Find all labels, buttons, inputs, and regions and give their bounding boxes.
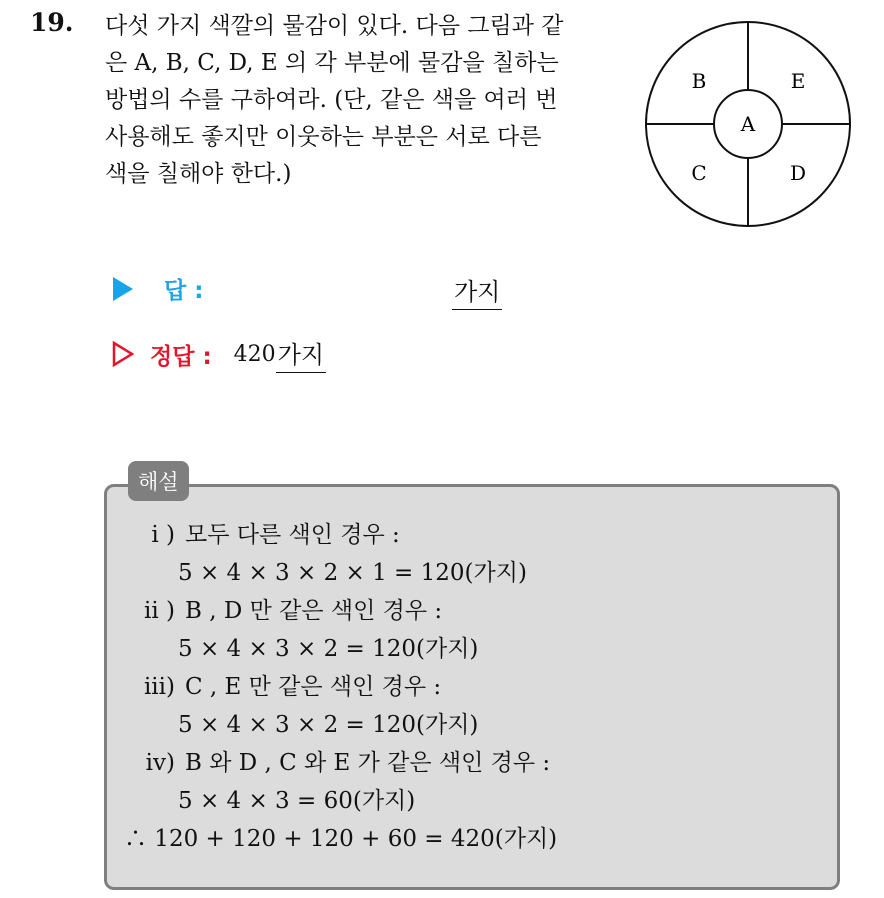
conclusion: ∴ 120 + 120 + 120 + 60 = 420(가지) — [124, 826, 558, 852]
case-heading — [120, 744, 830, 782]
case-numeral: iv) — [145, 750, 175, 776]
region-label-d: D — [789, 161, 807, 185]
case-heading — [120, 668, 830, 706]
case-text: C , E 만 같은 색인 경우 : — [185, 674, 442, 700]
question-line: 색을 칠해야 한다.) — [105, 161, 292, 187]
outline-triangle-icon — [112, 341, 134, 367]
region-label-e: E — [790, 69, 806, 93]
case-text: 모두 다른 색인 경우 : — [185, 522, 400, 548]
case-numeral: i ) — [151, 522, 175, 548]
play-triangle-icon — [112, 276, 134, 302]
case-text: B 와 D , C 와 E 가 같은 색인 경우 : — [185, 750, 551, 776]
case-heading — [120, 516, 830, 554]
region-label-c: C — [691, 161, 707, 185]
case-calculation: 5 × 4 × 3 × 2 × 1 = 120(가지) — [178, 560, 527, 586]
case-calculation: 5 × 4 × 3 × 2 = 120(가지) — [178, 636, 479, 662]
correct-answer-row — [112, 335, 326, 373]
circle-region-figure — [642, 18, 854, 230]
answer-label: 답 : — [164, 278, 204, 304]
case-numeral: ii ) — [144, 598, 175, 624]
correct-answer-label: 정답 : — [150, 343, 212, 370]
case-heading — [120, 592, 830, 630]
correct-answer-value: 420 — [233, 341, 276, 367]
case-calculation: 5 × 4 × 3 = 60(가지) — [178, 788, 416, 814]
answer-unit-blank: 가지 — [452, 272, 502, 310]
solution-content — [120, 516, 830, 858]
question-line: 다섯 가지 색깔의 물감이 있다. 다음 그림과 같 — [105, 13, 564, 39]
answer-row — [112, 272, 203, 305]
question-line: 방법의 수를 구하여라. (단, 같은 색을 여러 번 — [105, 87, 558, 113]
question-line: 사용해도 좋지만 이웃하는 부분은 서로 다른 — [105, 124, 542, 150]
question-number: 19. — [30, 8, 74, 37]
case-text: B , D 만 같은 색인 경우 : — [185, 598, 443, 624]
question-line: 은 A, B, C, D, E 의 각 부분에 물감을 칠하는 — [105, 50, 559, 76]
region-label-b: B — [691, 69, 707, 93]
correct-answer-unit: 가지 — [276, 335, 326, 373]
question-text — [105, 8, 625, 193]
case-numeral: iii) — [143, 674, 175, 700]
region-label-a: A — [740, 112, 756, 136]
solution-tag: 해설 — [128, 461, 189, 501]
case-calculation: 5 × 4 × 3 × 2 = 120(가지) — [178, 712, 479, 738]
